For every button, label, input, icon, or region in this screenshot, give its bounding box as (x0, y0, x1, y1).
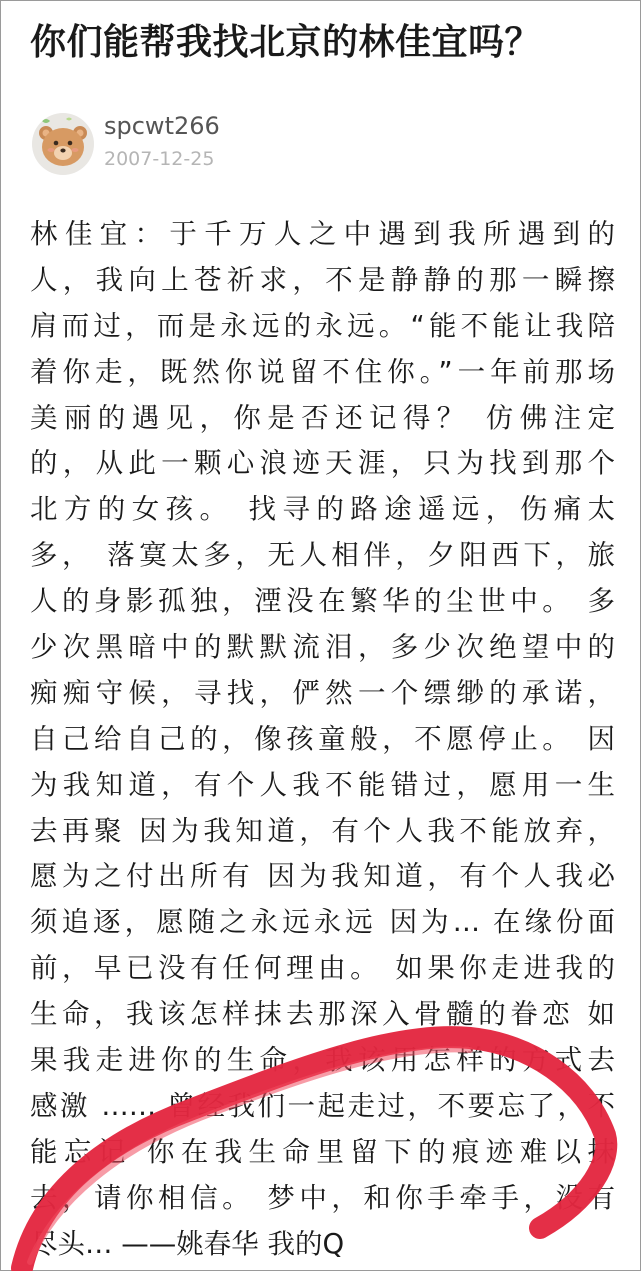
post-body-line: 去再聚 因为我知道，有个人我不能放弃， (30, 814, 615, 847)
post-body-line: 前，早已没有任何理由。 如果你走进我的 (30, 952, 615, 985)
post-body-line: 去，请你相信。 梦中，和你手牵手，没有 (30, 1181, 615, 1214)
post-body-line: 自己给自己的，像孩童般，不愿停止。 因 (30, 722, 615, 755)
post-body-line: 人，我向上苍祈求，不是静静的那一瞬擦 (30, 263, 615, 296)
post-date: 2007-12-25 (104, 148, 215, 170)
post-body-line: 少次黑暗中的默默流泪，多少次绝望中的 (30, 631, 615, 664)
author-name[interactable]: spcwt266 (104, 112, 220, 140)
post-body-line: 尽头… ——姚春华 我的Q (30, 1227, 345, 1260)
post-body-line: 痴痴守候，寻找，俨然一个缥缈的承诺， (30, 676, 615, 709)
post-body-line: 的，从此一颗心浪迹天涯，只为找到那个 (30, 447, 615, 480)
bear-avatar-icon[interactable] (32, 113, 94, 175)
post-body-line: 果我走进你的生命，我该用怎样的方式去 (30, 1044, 615, 1077)
post-body-line: 美丽的遇见，你是否还记得？ 仿佛注定 (30, 401, 615, 434)
post-body-line: 为我知道，有个人我不能错过，愿用一生 (30, 768, 615, 801)
post-body-line: 须追逐，愿随之永远永远 因为… 在缘份面 (30, 906, 615, 939)
post-body-line: 林佳宜：于千万人之中遇到我所遇到的 (30, 218, 615, 250)
post-body (30, 212, 615, 1267)
post-body-line: 感激 …… 曾经我们一起走过，不要忘了，不 (30, 1089, 615, 1122)
post-body-line: 愿为之付出所有 因为我知道，有个人我必 (30, 860, 615, 893)
post-body-line: 人的身影孤独，湮没在繁华的尘世中。 多 (30, 585, 615, 618)
post-body-line: 肩而过，而是永远的永远。“能不能让我陪 (30, 309, 615, 342)
post-body-line: 生命，我该怎样抹去那深入骨髓的眷恋 如 (30, 998, 615, 1031)
post-body-line: 着你走，既然你说留不住你。”一年前那场 (30, 355, 615, 388)
post-body-line: 能忘记 你在我生命里留下的痕迹难以抹 (30, 1135, 615, 1168)
post-body-line: 北方的女孩。 找寻的路途遥远，伤痛太 (30, 493, 615, 526)
post-body-line: 多， 落寞太多，无人相伴，夕阳西下，旅 (30, 539, 615, 572)
post-title: 你们能帮我找北京的林佳宜吗？ (30, 22, 542, 63)
